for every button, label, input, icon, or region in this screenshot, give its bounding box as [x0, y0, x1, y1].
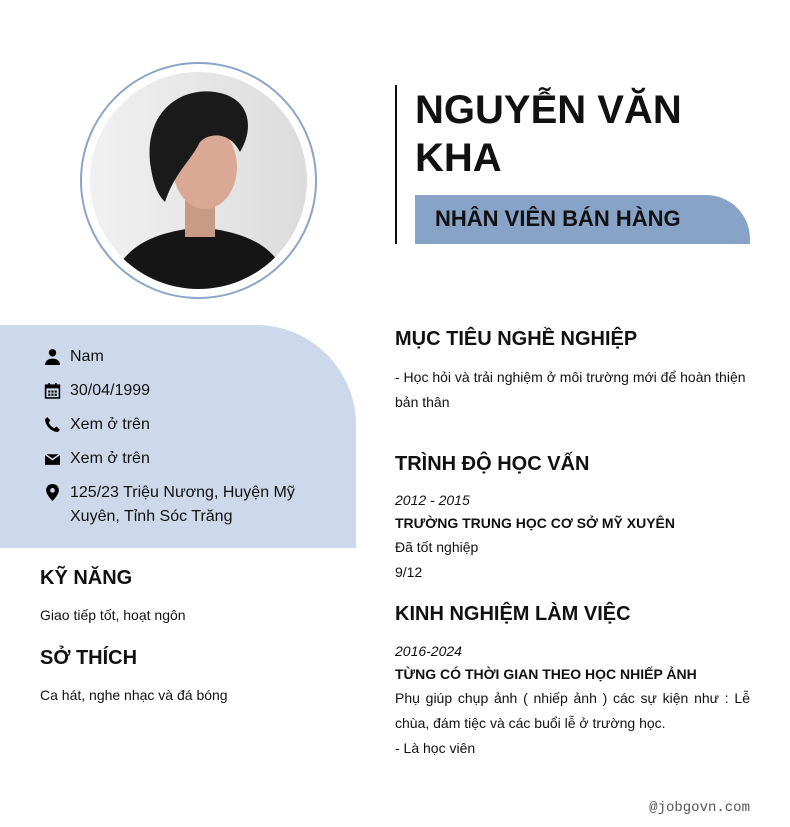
skills-text: Giao tiếp tốt, hoạt ngôn — [40, 607, 186, 623]
contact-gender — [44, 345, 104, 369]
position-title: NHÂN VIÊN BÁN HÀNG — [415, 195, 750, 244]
birthday-text: 30/04/1999 — [70, 382, 151, 399]
mail-icon — [44, 450, 61, 467]
education-heading: TRÌNH ĐỘ HỌC VẤN — [395, 453, 590, 475]
contact-email — [44, 447, 150, 471]
contact-birthday — [44, 379, 150, 403]
calendar-icon — [44, 382, 61, 399]
experience-role: TỪNG CÓ THỜI GIAN THEO HỌC NHIẾP ẢNH — [395, 666, 697, 682]
experience-note: - Là học viên — [395, 740, 476, 756]
location-pin-icon — [44, 484, 61, 501]
contact-address — [44, 481, 314, 529]
contact-phone — [44, 413, 150, 437]
contact-panel — [0, 325, 356, 548]
address-text: 125/23 Triệu Nương, Huyện Mỹ Xuyên, Tỉnh Sóc Trăng — [70, 484, 295, 525]
avatar-photo — [90, 72, 307, 289]
hobbies-text: Ca hát, nghe nhạc và đá bóng — [40, 687, 228, 703]
education-school: TRƯỜNG TRUNG HỌC CƠ SỞ MỸ XUYÊN — [395, 515, 676, 531]
experience-period: 2016-2024 — [395, 643, 462, 659]
education-period: 2012 - 2015 — [395, 492, 470, 508]
education-status: Đã tốt nghiệp — [395, 539, 479, 555]
experience-description: Phụ giúp chụp ảnh ( nhiếp ảnh ) các sự kiện như : Lễ chùa, đám tiệc và các buổi lễ ở trường học. — [395, 690, 750, 731]
watermark: @jobgovn.com — [649, 800, 750, 816]
phone-text: Xem ở trên — [70, 416, 150, 433]
skills-heading: KỸ NĂNG — [40, 567, 133, 589]
gender-text: Nam — [70, 348, 104, 365]
education-grade: 9/12 — [395, 564, 423, 580]
objective-heading: MỤC TIÊU NGHỀ NGHIỆP — [395, 328, 638, 350]
objective-text: - Học hỏi và trải nghiệm ở môi trường mới để hoàn thiện bản thân — [395, 369, 746, 410]
header-divider — [395, 85, 397, 244]
experience-heading: KINH NGHIỆM LÀM VIỆC — [395, 603, 631, 625]
hobbies-heading: SỞ THÍCH — [40, 647, 138, 669]
candidate-name: NGUYỄN VĂN KHA — [415, 88, 682, 180]
phone-icon — [44, 416, 61, 433]
person-icon — [44, 348, 61, 365]
email-text: Xem ở trên — [70, 450, 150, 467]
